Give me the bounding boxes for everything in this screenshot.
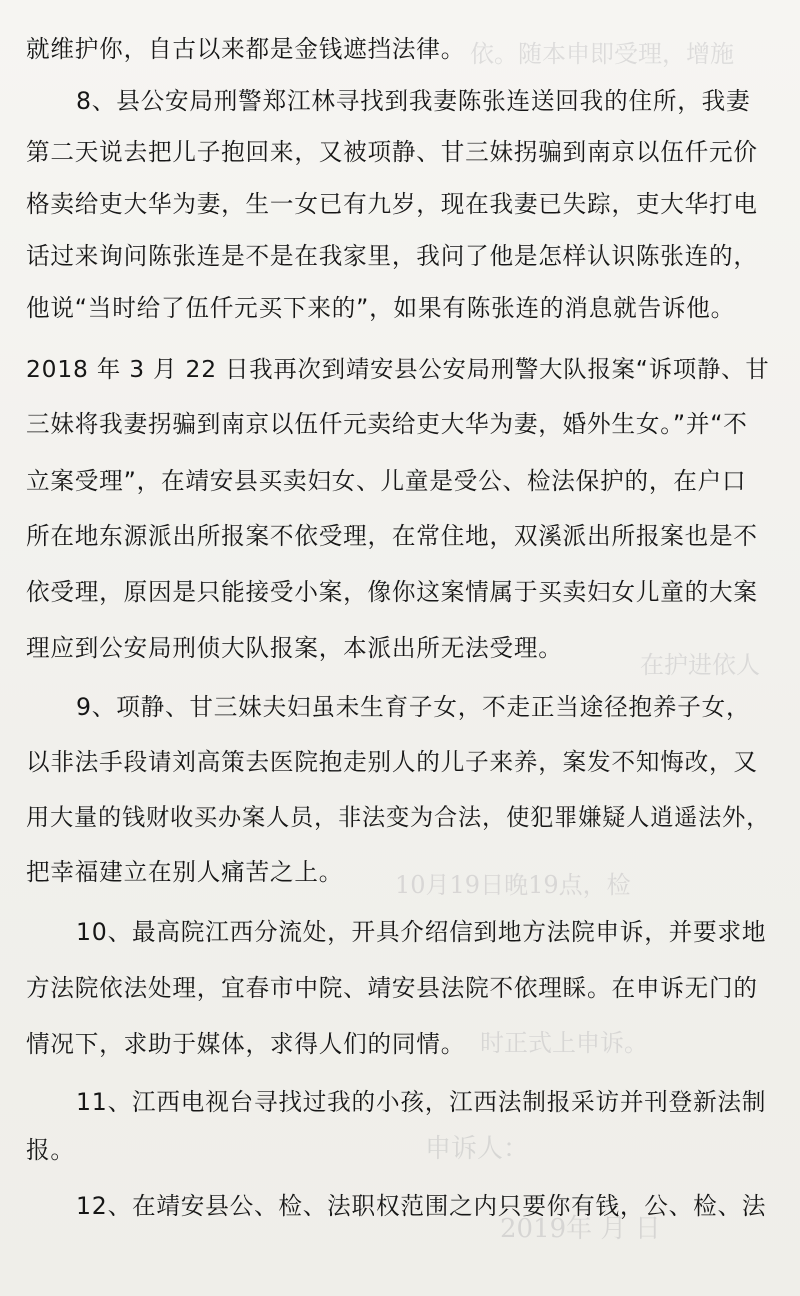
text-line: 就维护你，自古以来都是金钱遮挡法律。	[26, 35, 466, 63]
item-9-first-line: 9、项静、甘三妹夫妇虽未生育子女，不走正当途径抱养子女，	[76, 693, 751, 721]
text-line: 报。	[26, 1136, 75, 1164]
text-line: 理应到公安局刑侦大队报案，本派出所无法受理。	[26, 634, 563, 662]
text-line: 所在地东源派出所报案不依受理，在常住地，双溪派出所报案也是不	[26, 522, 758, 550]
text-line: 依受理，原因是只能接受小案，像你这案情属于买卖妇女儿童的大案	[26, 578, 758, 606]
show-through-text: 2019年 月 日	[500, 1214, 661, 1244]
item-11-first-line: 11、江西电视台寻找过我的小孩，江西法制报采访并刊登新法制	[76, 1088, 767, 1116]
show-through-text: 10月19日晚19点，检	[395, 871, 631, 899]
text-line: 他说“当时给了伍仟元买下来的”，如果有陈张连的消息就告诉他。	[26, 294, 736, 322]
show-through-text: 时正式上申诉。	[480, 1029, 648, 1057]
text-line: 以非法手段请刘高策去医院抱走别人的儿子来养，案发不知悔改，又	[26, 748, 758, 776]
text-line: 方法院依法处理，宜春市中院、靖安县法院不依理睬。在申诉无门的	[26, 974, 758, 1002]
item-12-first-line: 12、在靖安县公、检、法职权范围之内只要你有钱，公、检、法	[76, 1192, 767, 1220]
show-through-text: 申诉人：	[425, 1134, 530, 1164]
item-10-first-line: 10、最高院江西分流处，开具介绍信到地方法院申诉，并要求地	[76, 918, 767, 946]
text-line: 格卖给吏大华为妻，生一女已有九岁，现在我妻已失踪，吏大华打电	[26, 190, 758, 218]
text-line: 第二天说去把儿子抱回来，又被项静、甘三妹拐骗到南京以伍仟元价	[26, 138, 758, 166]
text-line: 把幸福建立在别人痛苦之上。	[26, 858, 344, 886]
show-through-text: 在护进依人	[640, 651, 760, 679]
text-line: 话过来询问陈张连是不是在我家里，我问了他是怎样认识陈张连的，	[26, 242, 758, 270]
text-line: 用大量的钱财收买办案人员，非法变为合法，使犯罪嫌疑人逍遥法外，	[26, 804, 771, 831]
text-line: 三妹将我妻拐骗到南京以伍仟元卖给吏大华为妻，婚外生女。”并“不	[26, 410, 748, 438]
text-line: 立案受理”，在靖安县买卖妇女、儿童是受公、检法保护的，在户口	[26, 467, 747, 495]
show-through-text: 依。随本申即受理，增施	[470, 40, 734, 68]
item-8-first-line: 8、县公安局刑警郑江林寻找到我妻陈张连送回我的住所，我妻	[76, 87, 751, 115]
text-line: 情况下，求助于媒体，求得人们的同情。	[26, 1030, 466, 1058]
text-line: 2018 年 3 月 22 日我再次到靖安县公安局刑警大队报案“诉项静、甘	[26, 355, 770, 383]
